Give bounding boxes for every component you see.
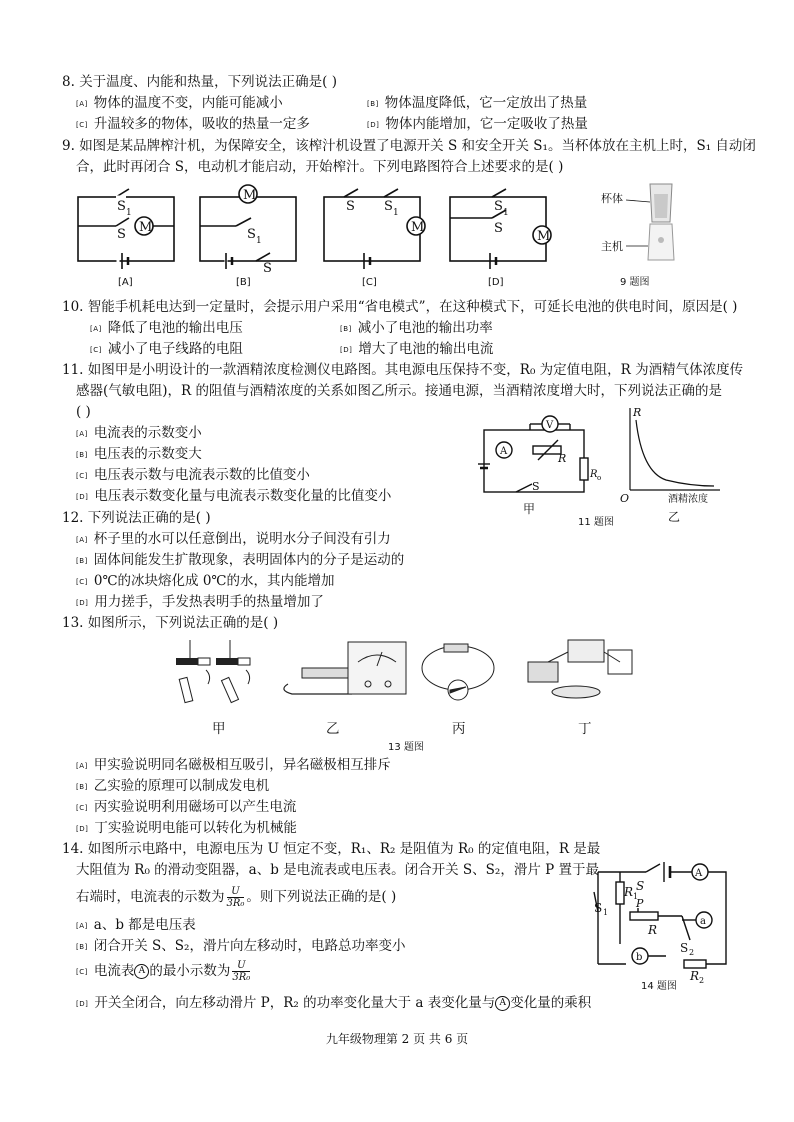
svg-text:A: A <box>500 446 508 457</box>
svg-text:S: S <box>263 261 272 276</box>
q11-origin-label: O <box>620 492 630 505</box>
q9-circuit-a <box>78 189 174 270</box>
q9-tag-d[interactable]: [D] <box>488 277 504 288</box>
q13-label-jia: 甲 <box>212 721 226 737</box>
q8-option-d[interactable]: [D] 物体内能增加，它一定吸收了热量 <box>367 116 588 132</box>
q11-option-d[interactable]: [D] 电压表示数变化量与电流表示数变化量的比值变小 <box>76 488 392 504</box>
svg-text:M: M <box>139 220 153 235</box>
svg-text:R: R <box>624 885 634 899</box>
q8-stem: 8. 关于温度、内能和热量，下列说法正确是( ) <box>62 74 338 90</box>
q13-fig-ding-apparatus <box>528 640 632 698</box>
q13-fig-bing-compass <box>422 644 494 700</box>
q13-fig-yi-galvanometer <box>284 642 406 694</box>
svg-text:S: S <box>384 199 393 214</box>
juicer-base-label: 主机 <box>601 240 623 253</box>
q13-option-c[interactable]: [C] 丙实验说明利用磁场可以产生电流 <box>76 799 297 815</box>
q11-option-c[interactable]: [C] 电压表示数与电流表示数的比值变小 <box>76 467 310 483</box>
q8-option-a[interactable]: [A] 物体的温度不变，内能可能减小 <box>76 95 283 111</box>
q11-stem-line2: 感器(气敏电阻)，R 的阻值与酒精浓度的关系如图乙所示。接通电源，当酒精浓度增大时，下列说法正确的是 <box>76 383 722 399</box>
svg-text:1: 1 <box>633 892 639 901</box>
q13-fig-caption: 13 题图 <box>388 742 424 753</box>
q13-label-yi: 乙 <box>326 721 340 737</box>
svg-text:1: 1 <box>503 208 509 218</box>
q9-fig-caption: 9 题图 <box>620 277 650 288</box>
q13-option-b[interactable]: [B] 乙实验的原理可以制成发电机 <box>76 778 270 794</box>
q12-option-a[interactable]: [A] 杯子里的水可以任意倒出，说明水分子间没有引力 <box>76 531 391 547</box>
q8-option-c[interactable]: [C] 升温较多的物体，吸收的热量一定多 <box>76 116 310 132</box>
svg-text:o: o <box>597 474 602 482</box>
q13-fig-jia-magnets <box>176 640 250 703</box>
q13-option-d[interactable]: [D] 丁实验说明电能可以转化为机械能 <box>76 820 297 836</box>
q12-option-c[interactable]: [C] 0℃的冰块熔化成 0℃的水，其内能增加 <box>76 573 335 589</box>
q9-tag-a[interactable]: [A] <box>118 277 133 288</box>
svg-text:R: R <box>590 469 598 480</box>
q12-option-b[interactable]: [B] 固体间能发生扩散现象，表明固体内的分子是运动的 <box>76 552 405 568</box>
q9-stem-line1: 9. 如图是某品牌榨汁机，为保障安全，该榨汁机设置了电源开关 S 和安全开关 S₁。当杯体放在主机上时，S₁ 自动闭 <box>62 138 756 154</box>
q14-option-b[interactable]: [B] 闭合开关 S、S₂，滑片向左移动时，电路总功率变小 <box>76 938 406 954</box>
q9-circuit-c <box>324 189 425 269</box>
q13-figures <box>168 632 648 712</box>
svg-text:A: A <box>695 868 703 879</box>
svg-text:S: S <box>346 199 355 214</box>
q14-option-c[interactable]: [C] 电流表 A 的最小示数为 $\frac{U}{\text{3R₀}}$ <box>76 960 251 983</box>
q11-jia-label: 甲 <box>523 502 536 516</box>
q14-option-a[interactable]: [A] a、b 都是电压表 <box>76 917 196 933</box>
svg-text:1: 1 <box>603 908 609 917</box>
q14-frac-num: U <box>227 886 245 898</box>
q14-stem-line3: 右端时，电流表的示数为 $\frac{U}{\text{3R₀}}$ 。则下列说法正确的是( ) <box>76 886 397 909</box>
q10-option-b[interactable]: [B] 减小了电池的输出功率 <box>340 320 493 336</box>
ammeter-symbol: A <box>134 964 149 979</box>
q8-option-b[interactable]: [B] 物体温度降低，它一定放出了热量 <box>367 95 588 111</box>
q14-stem-line1: 14. 如图所示电路中，电源电压为 U 恒定不变，R₁、R₂ 是阻值为 R₀ 的定值电阻，R 是最 <box>62 841 601 857</box>
q9-tag-b[interactable]: [B] <box>236 277 251 288</box>
q12-option-d[interactable]: [D] 用力搓手，手发热表明手的热量增加了 <box>76 594 324 610</box>
q10-option-c[interactable]: [C] 减小了电子线路的电阻 <box>90 341 243 357</box>
svg-text:S: S <box>594 901 603 915</box>
q11-stem-line3: ( ) <box>76 404 91 420</box>
juicer-cup-label: 杯体 <box>601 192 623 205</box>
svg-text:S: S <box>494 199 503 214</box>
q13-label-bing: 丙 <box>452 721 466 737</box>
svg-text:1: 1 <box>393 208 399 218</box>
svg-text:2: 2 <box>699 976 705 985</box>
q11-stem-line1: 11. 如图甲是小明设计的一款酒精浓度检测仪电路图。其电源电压保持不变，R₀ 为定值电阻，R 为酒精气体浓度传 <box>62 362 744 378</box>
svg-text:2: 2 <box>689 948 695 957</box>
svg-text:R: R <box>558 452 567 465</box>
q13-label-ding: 丁 <box>578 721 592 737</box>
q10-stem: 10. 智能手机耗电达到一定量时，会提示用户采用“省电模式”，在这种模式下，可延长电池的供电时间，原因是( ) <box>62 299 738 315</box>
svg-text:M: M <box>411 220 425 235</box>
svg-text:1: 1 <box>256 236 262 246</box>
q11-yi-label: 乙 <box>668 510 681 524</box>
svg-text:P: P <box>636 897 644 910</box>
q10-option-d[interactable]: [D] 增大了电池的输出电流 <box>340 341 494 357</box>
q11-fig-caption: 11 题图 <box>578 517 614 528</box>
svg-text:M: M <box>537 229 551 244</box>
q14-stem-line2: 大阻值为 R₀ 的滑动变阻器，a、b 是电流表或电压表。闭合开关 S、S₂，滑片 P 置于最 <box>76 862 600 878</box>
q9-tag-c[interactable]: [C] <box>362 277 377 288</box>
svg-text:R: R <box>648 923 658 937</box>
q14-circuit <box>586 852 736 985</box>
q12-stem: 12. 下列说法正确的是( ) <box>62 510 211 526</box>
q9-circuit-figures <box>74 180 634 290</box>
svg-text:S: S <box>636 879 645 893</box>
svg-text:S: S <box>680 941 689 955</box>
q14-frac-den: 3R₀ <box>226 898 245 909</box>
svg-text:S: S <box>117 199 126 214</box>
q11-option-b[interactable]: [B] 电压表的示数变大 <box>76 446 202 462</box>
page-footer: 九年级物理第 2 页 共 6 页 <box>325 1032 469 1046</box>
q13-option-a[interactable]: [A] 甲实验说明同名磁极相互吸引，异名磁极相互排斥 <box>76 757 391 773</box>
q11-option-a[interactable]: [A] 电流表的示数变小 <box>76 425 202 441</box>
svg-text:S: S <box>532 480 540 493</box>
q13-stem: 13. 如图所示，下列说法正确的是( ) <box>62 615 279 631</box>
svg-text:R: R <box>690 969 700 983</box>
svg-text:S: S <box>247 227 256 242</box>
svg-text:1: 1 <box>126 208 132 218</box>
q11-figures <box>470 402 730 512</box>
svg-text:b: b <box>636 952 643 963</box>
ammeter-symbol: A <box>495 996 510 1011</box>
q9-stem-line2: 合，此时再闭合 S，电动机才能启动，开始榨汁。下列电路图符合上述要求的是( ) <box>76 159 564 175</box>
q11-graph-yi <box>630 408 720 490</box>
q11-axis-y-label: R <box>633 406 642 419</box>
svg-text:M: M <box>243 188 257 203</box>
q14-fig-caption: 14 题图 <box>641 981 677 992</box>
svg-text:V: V <box>546 420 554 431</box>
q10-option-a[interactable]: [A] 降低了电池的输出电压 <box>90 320 243 336</box>
q11-axis-x-label: 酒精浓度 <box>668 494 708 505</box>
svg-text:a: a <box>700 916 706 927</box>
q14-option-d[interactable]: [D] 开关全闭合，向左移动滑片 P，R₂ 的功率变化量大于 a 表变化量与 A 变化量的乘积 <box>76 995 592 1011</box>
svg-text:S: S <box>494 221 503 236</box>
svg-text:S: S <box>117 227 126 242</box>
